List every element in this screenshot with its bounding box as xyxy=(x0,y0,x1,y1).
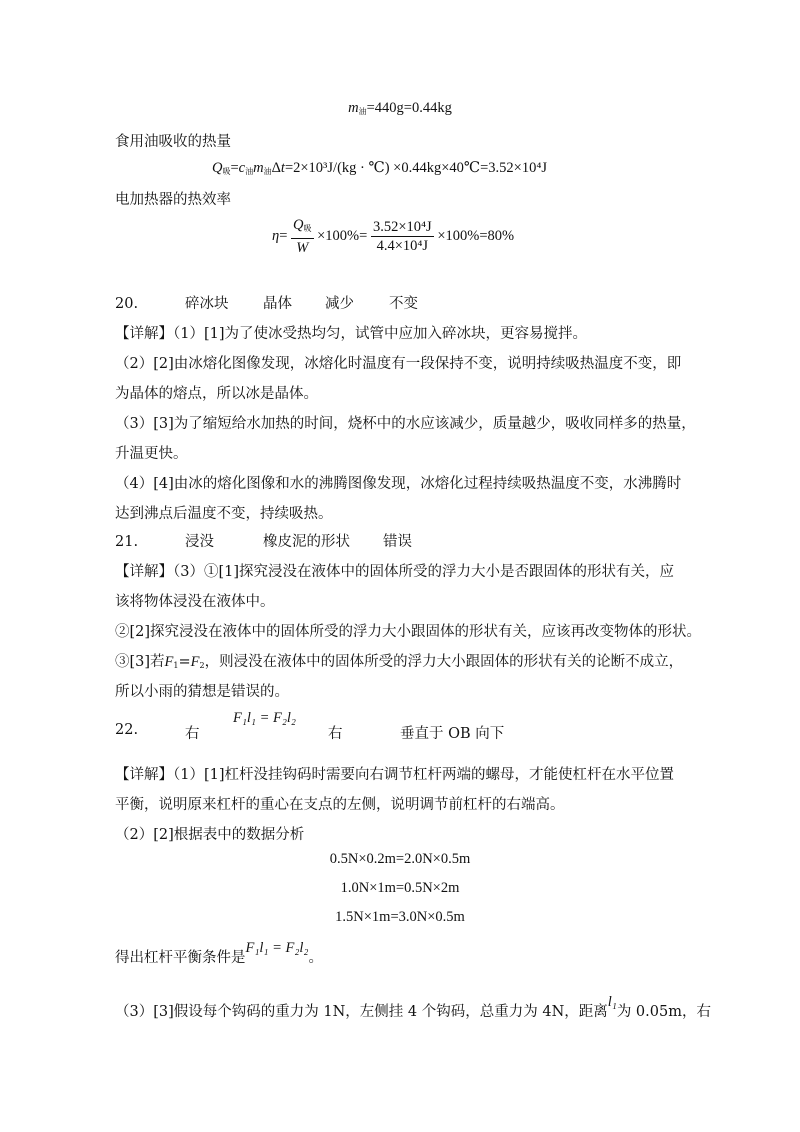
fraction-values: $\frac{\text{3.52×10⁴J}}{\text{4.4×10⁴J}}$ xyxy=(372,219,432,254)
q20-detail-5: 升温更快。 xyxy=(115,446,188,462)
q22-detail-3: （2）[2]根据表中的数据分析 xyxy=(115,827,305,843)
q22-answer-1: 右 xyxy=(185,726,200,742)
q21-detail-4: ③[3]若$F_1=F_2$，则浸没在液体中的固体所受的浮力大小跟固体的形状有关的论断不成立， xyxy=(115,654,684,670)
q22-answer-3: 右 xyxy=(328,726,343,742)
q22-detail-1: 【详解】（1）[1]杠杆没挂钩码时需要向右调节杠杆两端的螺母，才能使杠杆在水平位置 xyxy=(115,767,675,783)
q21-detail-2: 该将物体浸没在液体中。 xyxy=(115,594,275,610)
label-heat: 食用油吸收的热量 xyxy=(115,134,231,150)
q22-detail-2: 平衡，说明原来杠杆的重心在支点的左侧，说明调节前杠杆的右端高。 xyxy=(115,797,565,813)
q20-detail-1: 【详解】（1）[1]为了使冰受热均匀，试管中应加入碎冰块，更容易搅拌。 xyxy=(115,326,588,342)
calc-line-2: 1.0N×1m=0.5N×2m xyxy=(340,880,460,896)
efficiency-equation: η= $\frac{Q_吸}{W}$ ×100%= $\frac{\text{3.52×10⁴J}}{\text{4.4×10⁴J}}$ ×100%=80% xyxy=(272,217,515,256)
mass-equation: $m_油=440g=0.44kg$ xyxy=(348,100,452,116)
calc-line-1: 0.5N×0.2m=2.0N×0.5m xyxy=(329,851,471,867)
q20-detail-2: （2）[2]由冰熔化图像发现，冰熔化时温度有一段保持不变，说明持续吸热温度不变，即 xyxy=(115,356,682,372)
q21-detail-3: ②[2]探究浸没在液体中的固体所受的浮力大小跟固体的形状有关，应该再改变物体的形状。 xyxy=(115,624,702,640)
q20-answers: 20. 碎冰块 晶体 减少 不变 xyxy=(115,296,418,312)
fraction-q-over-w: $\frac{Q_吸}{W}$ xyxy=(293,217,312,256)
q22-formula: F₁l₁ = F₂l₂ xyxy=(233,710,296,726)
q21-detail-5: 所以小雨的猜想是错误的。 xyxy=(115,684,289,700)
q20-detail-6: （4）[4]由冰的熔化图像和水的沸腾图像发现，冰熔化过程持续吸热温度不变，水沸腾时 xyxy=(115,476,682,492)
label-efficiency: 电加热器的热效率 xyxy=(115,192,231,208)
heat-equation: $Q_吸=c_油m_油\Delta t=2\times 10^3J/(kg$ · ℃) ×0.44kg×40℃=3.52×10⁴J xyxy=(212,160,548,176)
q22-answer-4: 垂直于 OB 向下 xyxy=(400,726,505,742)
q20-detail-4: （3）[3]为了缩短给水加热的时间，烧杯中的水应该减少，质量越少，吸收同样多的热量， xyxy=(115,416,696,432)
q22-detail-4: （3）[3]假设每个钩码的重力为 1N，左侧挂 4 个钩码，总重力为 4N，距离l₁为 0.05m，右 xyxy=(115,994,711,1020)
q20-detail-3: 为晶体的熔点，所以冰是晶体。 xyxy=(115,386,318,402)
q22-number: 22. xyxy=(115,722,139,738)
calc-line-3: 1.5N×1m=3.0N×0.5m xyxy=(335,909,465,925)
q20-detail-7: 达到沸点后温度不变，持续吸热。 xyxy=(115,506,333,522)
q21-detail-1: 【详解】（3）①[1]探究浸没在液体中的固体所受的浮力大小是否跟固体的形状有关，应 xyxy=(115,564,675,580)
q21-answers: 21. 浸没 橡皮泥的形状 错误 xyxy=(115,534,412,550)
conclusion-line: 得出杠杆平衡条件是F₁l₁ = F₂l₂。 xyxy=(115,940,323,966)
